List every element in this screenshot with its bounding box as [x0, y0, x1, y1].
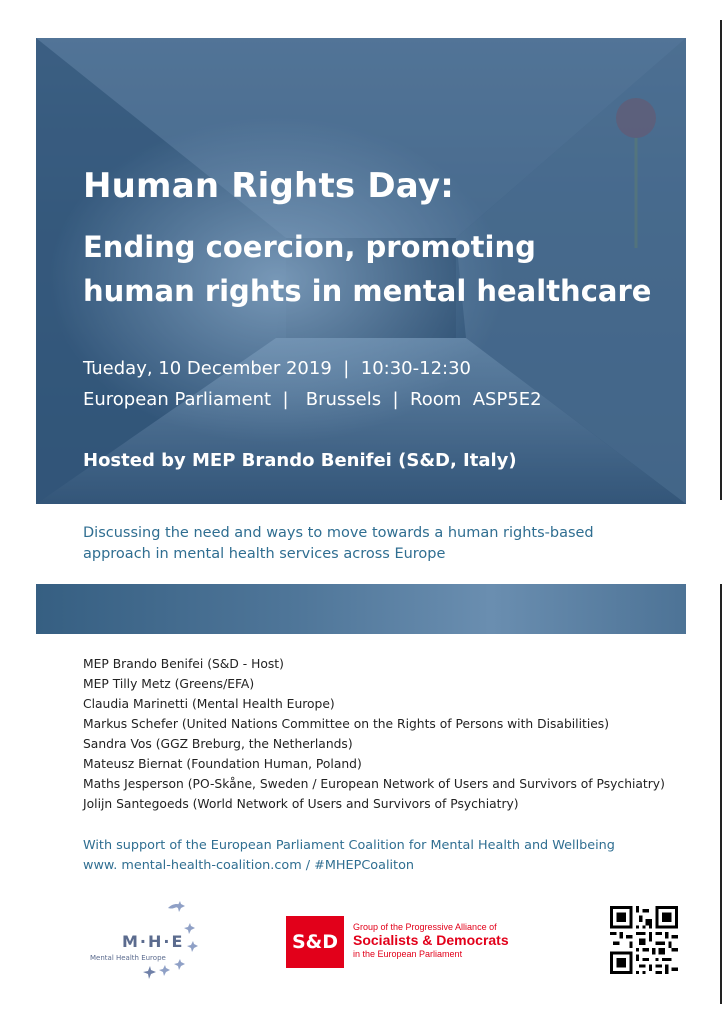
speaker-item: MEP Brando Benifei (S&D - Host) — [83, 657, 284, 671]
event-tagline: Discussing the need and ways to move towards a human rights-based approach in mental health services across Europe — [83, 525, 594, 562]
qr-code-icon[interactable] — [610, 906, 678, 974]
speaker-item: Mateusz Biernat (Foundation Human, Poland) — [83, 757, 362, 771]
speaker-item: Markus Schefer (United Nations Committee on the Rights of Persons with Disabilities) — [83, 717, 610, 731]
speaker-item: Jolijn Santegoeds (World Network of Users and Survivors of Psychiatry) — [83, 797, 519, 811]
support-block — [83, 836, 615, 876]
corridor-photo — [36, 38, 686, 504]
photo-band — [36, 584, 686, 634]
speaker-item: Sandra Vos (GGZ Breburg, the Netherlands) — [83, 737, 353, 751]
speaker-item: MEP Tilly Metz (Greens/EFA) — [83, 677, 255, 691]
speaker-item: Claudia Marinetti (Mental Health Europe) — [83, 697, 335, 711]
support-link[interactable]: www. mental-health-coalition.com / #MHEPCoaliton — [83, 858, 415, 873]
event-subtitle-line-2: human rights in mental healthcare — [83, 274, 652, 308]
event-title: Human Rights Day: — [83, 166, 455, 206]
speaker-list — [83, 654, 665, 814]
sd-line-2: Socialists & Democrats — [353, 932, 509, 948]
hero-banner — [36, 38, 686, 504]
support-statement: With support of the European Parliament Coalition for Mental Health and Wellbeing — [83, 838, 615, 853]
event-venue: European Parliament | Brussels | Room ASP5E2 — [83, 389, 542, 410]
right-edge-rule-top — [720, 20, 722, 500]
sd-line-3: in the European Parliament — [353, 949, 463, 959]
sd-logo-mark: S&D — [286, 916, 344, 968]
sd-logo-text — [353, 922, 509, 959]
mhe-name: Mental Health Europe — [90, 954, 166, 962]
sd-line-1: Group of the Progressive Alliance of — [353, 922, 497, 932]
mhe-logo — [86, 896, 206, 986]
event-date-time: Tueday, 10 December 2019 | 10:30-12:30 — [83, 358, 471, 379]
mhe-wordmark: M·H·E — [122, 932, 185, 951]
speaker-item: Maths Jesperson (PO-Skåne, Sweden / European Network of Users and Survivors of Psychiatry) — [83, 777, 665, 791]
event-subtitle-line-1: Ending coercion, promoting — [83, 230, 536, 264]
event-host: Hosted by MEP Brando Benifei (S&D, Italy) — [83, 450, 517, 471]
logo-row — [0, 890, 724, 990]
